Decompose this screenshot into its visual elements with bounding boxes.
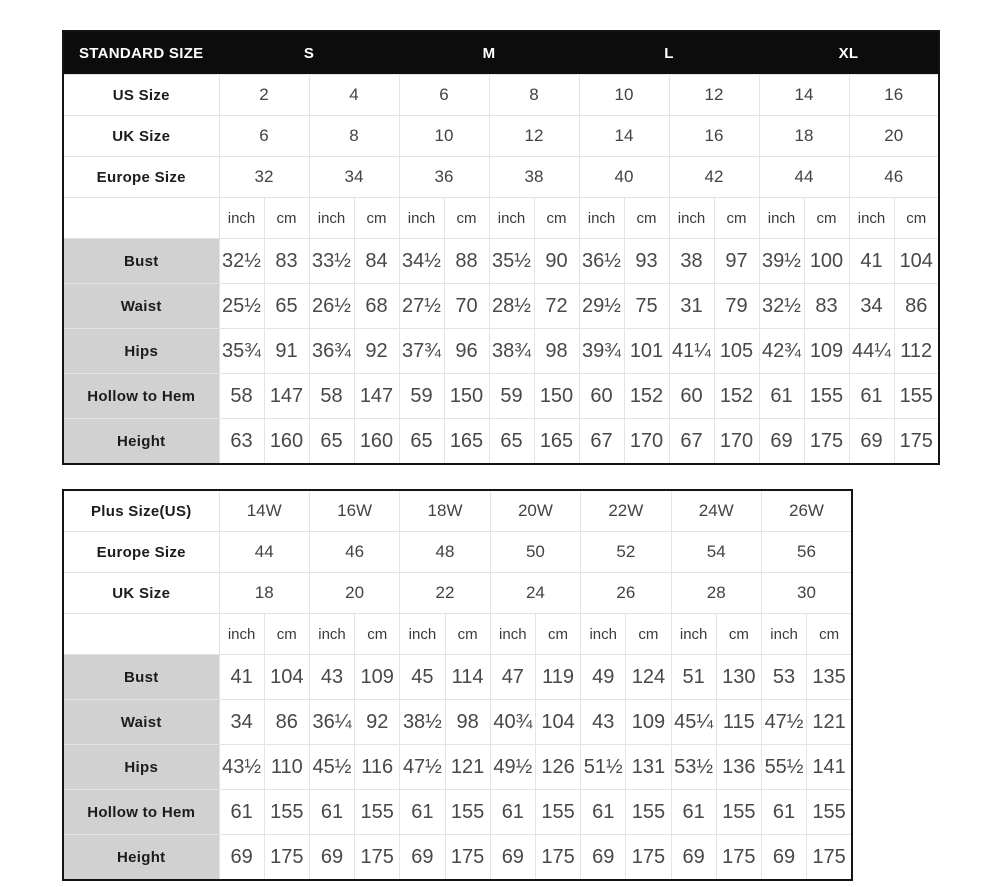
measure-value: 36¾ — [309, 329, 354, 374]
unit-label-cm: cm — [445, 614, 490, 655]
measure-value: 155 — [264, 790, 309, 835]
measure-value: 41 — [849, 239, 894, 284]
unit-label-cm: cm — [714, 198, 759, 239]
measure-value: 121 — [445, 745, 490, 790]
size-value: 24 — [490, 573, 580, 614]
measure-value: 32½ — [219, 239, 264, 284]
measure-value: 92 — [354, 329, 399, 374]
measure-value: 39½ — [759, 239, 804, 284]
size-value: 18 — [759, 116, 849, 157]
measure-value: 98 — [534, 329, 579, 374]
measure-value: 61 — [761, 790, 806, 835]
row-label: Hollow to Hem — [63, 790, 219, 835]
measure-value: 98 — [445, 700, 490, 745]
row-label: Plus Size(US) — [63, 490, 219, 532]
measure-value: 124 — [626, 655, 671, 700]
size-value: 16 — [849, 75, 939, 116]
measure-value: 60 — [669, 374, 714, 419]
measure-value: 119 — [535, 655, 580, 700]
size-value: 18 — [219, 573, 309, 614]
measure-value: 27½ — [399, 284, 444, 329]
measure-row — [63, 374, 939, 419]
size-value: 48 — [400, 532, 490, 573]
measure-value: 47 — [490, 655, 535, 700]
measure-value: 104 — [264, 655, 309, 700]
measure-value: 116 — [355, 745, 400, 790]
measure-value: 40¾ — [490, 700, 535, 745]
unit-label-inch: inch — [400, 614, 445, 655]
measure-value: 175 — [445, 835, 490, 881]
measure-value: 175 — [626, 835, 671, 881]
size-value: 36 — [399, 157, 489, 198]
row-label: Height — [63, 419, 219, 465]
measure-value: 53 — [761, 655, 806, 700]
measure-value: 97 — [714, 239, 759, 284]
measure-value: 69 — [400, 835, 445, 881]
table-title: STANDARD SIZE — [63, 31, 219, 75]
size-value: 44 — [759, 157, 849, 198]
unit-label-cm: cm — [626, 614, 671, 655]
size-value: 14 — [579, 116, 669, 157]
measure-value: 60 — [579, 374, 624, 419]
measure-value: 136 — [716, 745, 761, 790]
unit-label-inch: inch — [581, 614, 626, 655]
measure-value: 34 — [219, 700, 264, 745]
measure-value: 69 — [671, 835, 716, 881]
measure-row — [63, 835, 852, 881]
size-row — [63, 75, 939, 116]
measure-value: 47½ — [761, 700, 806, 745]
measure-value: 58 — [219, 374, 264, 419]
size-value: 52 — [581, 532, 671, 573]
measure-value: 59 — [399, 374, 444, 419]
measure-value: 65 — [309, 419, 354, 465]
measure-value: 101 — [624, 329, 669, 374]
measure-row — [63, 700, 852, 745]
row-label: Europe Size — [63, 532, 219, 573]
measure-value: 61 — [219, 790, 264, 835]
measure-value: 61 — [849, 374, 894, 419]
unit-label-cm: cm — [354, 198, 399, 239]
measure-value: 44¼ — [849, 329, 894, 374]
measure-value: 35¾ — [219, 329, 264, 374]
measure-value: 112 — [894, 329, 939, 374]
measure-value: 61 — [671, 790, 716, 835]
unit-label-cm: cm — [264, 614, 309, 655]
size-value: 12 — [669, 75, 759, 116]
measure-value: 69 — [759, 419, 804, 465]
size-value: 26W — [761, 490, 852, 532]
size-value: 50 — [490, 532, 580, 573]
measure-value: 75 — [624, 284, 669, 329]
measure-value: 67 — [669, 419, 714, 465]
measure-value: 141 — [807, 745, 852, 790]
measure-row — [63, 655, 852, 700]
size-value: 2 — [219, 75, 309, 116]
measure-value: 114 — [445, 655, 490, 700]
measure-value: 51 — [671, 655, 716, 700]
size-value: 20 — [309, 573, 399, 614]
measure-value: 175 — [264, 835, 309, 881]
unit-row — [63, 198, 939, 239]
row-label: Waist — [63, 700, 219, 745]
measure-value: 155 — [716, 790, 761, 835]
measure-value: 34 — [849, 284, 894, 329]
measure-value: 165 — [444, 419, 489, 465]
unit-label-cm: cm — [534, 198, 579, 239]
measure-value: 45 — [400, 655, 445, 700]
measure-value: 109 — [804, 329, 849, 374]
measure-value: 160 — [264, 419, 309, 465]
size-value: 4 — [309, 75, 399, 116]
measure-value: 53½ — [671, 745, 716, 790]
measure-value: 49 — [581, 655, 626, 700]
unit-label-cm: cm — [624, 198, 669, 239]
row-label: Europe Size — [63, 157, 219, 198]
unit-label-inch: inch — [489, 198, 534, 239]
unit-label-inch: inch — [761, 614, 806, 655]
measure-value: 96 — [444, 329, 489, 374]
measure-value: 150 — [534, 374, 579, 419]
measure-value: 155 — [535, 790, 580, 835]
size-value: 34 — [309, 157, 399, 198]
measure-value: 130 — [716, 655, 761, 700]
unit-label-cm: cm — [444, 198, 489, 239]
measure-value: 88 — [444, 239, 489, 284]
unit-label-inch: inch — [309, 614, 354, 655]
size-value: 16 — [669, 116, 759, 157]
size-value: 26 — [581, 573, 671, 614]
size-row — [63, 490, 852, 532]
unit-label-cm: cm — [807, 614, 852, 655]
measure-value: 58 — [309, 374, 354, 419]
size-value: 28 — [671, 573, 761, 614]
measure-value: 155 — [804, 374, 849, 419]
measure-value: 86 — [264, 700, 309, 745]
size-value: 38 — [489, 157, 579, 198]
measure-value: 69 — [309, 835, 354, 881]
measure-value: 36¼ — [309, 700, 354, 745]
measure-value: 55½ — [761, 745, 806, 790]
plus-size-table — [62, 489, 853, 881]
measure-value: 68 — [354, 284, 399, 329]
size-value: 18W — [400, 490, 490, 532]
measure-value: 109 — [626, 700, 671, 745]
measure-value: 38 — [669, 239, 714, 284]
measure-value: 105 — [714, 329, 759, 374]
measure-value: 51½ — [581, 745, 626, 790]
measure-value: 65 — [264, 284, 309, 329]
size-value: 10 — [579, 75, 669, 116]
row-label: UK Size — [63, 573, 219, 614]
row-label: Waist — [63, 284, 219, 329]
measure-value: 28½ — [489, 284, 534, 329]
measure-value: 147 — [354, 374, 399, 419]
size-value: 22 — [400, 573, 490, 614]
measure-row — [63, 329, 939, 374]
row-label: Hollow to Hem — [63, 374, 219, 419]
measure-value: 61 — [400, 790, 445, 835]
row-label: Height — [63, 835, 219, 881]
measure-value: 32½ — [759, 284, 804, 329]
measure-value: 41 — [219, 655, 264, 700]
row-label: Hips — [63, 745, 219, 790]
measure-value: 104 — [894, 239, 939, 284]
unit-label-cm: cm — [716, 614, 761, 655]
size-value: 54 — [671, 532, 761, 573]
size-value: 42 — [669, 157, 759, 198]
measure-value: 59 — [489, 374, 534, 419]
measure-value: 170 — [714, 419, 759, 465]
measure-value: 26½ — [309, 284, 354, 329]
measure-value: 25½ — [219, 284, 264, 329]
size-value: 56 — [761, 532, 852, 573]
size-row — [63, 532, 852, 573]
measure-value: 41¼ — [669, 329, 714, 374]
unit-label-inch: inch — [490, 614, 535, 655]
measure-value: 47½ — [400, 745, 445, 790]
measure-value: 34½ — [399, 239, 444, 284]
unit-label-inch: inch — [671, 614, 716, 655]
size-value: 10 — [399, 116, 489, 157]
size-row — [63, 116, 939, 157]
measure-row — [63, 790, 852, 835]
measure-value: 72 — [534, 284, 579, 329]
measure-value: 86 — [894, 284, 939, 329]
measure-value: 155 — [355, 790, 400, 835]
size-row — [63, 157, 939, 198]
measure-value: 155 — [807, 790, 852, 835]
size-value: 24W — [671, 490, 761, 532]
size-group-label: M — [399, 31, 579, 75]
row-label: UK Size — [63, 116, 219, 157]
size-value: 20W — [490, 490, 580, 532]
measure-value: 43 — [581, 700, 626, 745]
measure-value: 152 — [624, 374, 669, 419]
measure-value: 42¾ — [759, 329, 804, 374]
unit-label-inch: inch — [219, 198, 264, 239]
measure-value: 175 — [535, 835, 580, 881]
size-value: 12 — [489, 116, 579, 157]
measure-value: 67 — [579, 419, 624, 465]
measure-value: 49½ — [490, 745, 535, 790]
measure-value: 155 — [626, 790, 671, 835]
standard-size-table — [62, 30, 940, 465]
measure-value: 39¾ — [579, 329, 624, 374]
size-value: 14 — [759, 75, 849, 116]
size-value: 40 — [579, 157, 669, 198]
row-label: Bust — [63, 655, 219, 700]
size-value: 30 — [761, 573, 852, 614]
size-value: 44 — [219, 532, 309, 573]
measure-value: 70 — [444, 284, 489, 329]
measure-value: 69 — [761, 835, 806, 881]
measure-value: 131 — [626, 745, 671, 790]
unit-label-cm: cm — [894, 198, 939, 239]
size-value: 20 — [849, 116, 939, 157]
measure-value: 45¼ — [671, 700, 716, 745]
measure-value: 29½ — [579, 284, 624, 329]
measure-value: 61 — [309, 790, 354, 835]
measure-value: 79 — [714, 284, 759, 329]
size-value: 32 — [219, 157, 309, 198]
measure-value: 90 — [534, 239, 579, 284]
size-row — [63, 573, 852, 614]
unit-label-inch: inch — [309, 198, 354, 239]
measure-value: 65 — [489, 419, 534, 465]
measure-row — [63, 284, 939, 329]
unit-label-cm: cm — [264, 198, 309, 239]
measure-value: 160 — [354, 419, 399, 465]
size-value: 22W — [581, 490, 671, 532]
measure-value: 93 — [624, 239, 669, 284]
measure-value: 152 — [714, 374, 759, 419]
measure-value: 84 — [354, 239, 399, 284]
row-label: Hips — [63, 329, 219, 374]
measure-value: 155 — [894, 374, 939, 419]
measure-value: 61 — [581, 790, 626, 835]
measure-row — [63, 239, 939, 284]
measure-value: 43½ — [219, 745, 264, 790]
measure-value: 100 — [804, 239, 849, 284]
measure-value: 61 — [490, 790, 535, 835]
measure-value: 91 — [264, 329, 309, 374]
measure-value: 109 — [355, 655, 400, 700]
measure-value: 175 — [804, 419, 849, 465]
measure-value: 83 — [264, 239, 309, 284]
measure-value: 69 — [849, 419, 894, 465]
measure-value: 31 — [669, 284, 714, 329]
empty-corner-cell — [63, 614, 219, 655]
measure-value: 147 — [264, 374, 309, 419]
measure-value: 69 — [490, 835, 535, 881]
measure-value: 37¾ — [399, 329, 444, 374]
measure-value: 165 — [534, 419, 579, 465]
unit-label-inch: inch — [849, 198, 894, 239]
row-label: Bust — [63, 239, 219, 284]
measure-value: 38½ — [400, 700, 445, 745]
size-group-label: XL — [759, 31, 939, 75]
measure-value: 69 — [581, 835, 626, 881]
empty-corner-cell — [63, 198, 219, 239]
measure-value: 110 — [264, 745, 309, 790]
size-value: 8 — [489, 75, 579, 116]
table-header-row — [63, 31, 939, 75]
measure-value: 175 — [355, 835, 400, 881]
unit-label-inch: inch — [669, 198, 714, 239]
measure-value: 175 — [716, 835, 761, 881]
unit-label-inch: inch — [759, 198, 804, 239]
measure-value: 135 — [807, 655, 852, 700]
measure-value: 83 — [804, 284, 849, 329]
measure-value: 63 — [219, 419, 264, 465]
measure-value: 115 — [716, 700, 761, 745]
size-value: 16W — [309, 490, 399, 532]
size-value: 6 — [219, 116, 309, 157]
size-value: 14W — [219, 490, 309, 532]
unit-row — [63, 614, 852, 655]
unit-label-cm: cm — [355, 614, 400, 655]
size-value: 8 — [309, 116, 399, 157]
measure-row — [63, 745, 852, 790]
row-label: US Size — [63, 75, 219, 116]
measure-value: 155 — [445, 790, 490, 835]
unit-label-inch: inch — [219, 614, 264, 655]
measure-value: 170 — [624, 419, 669, 465]
size-group-label: S — [219, 31, 399, 75]
measure-value: 175 — [807, 835, 852, 881]
measure-row — [63, 419, 939, 465]
measure-value: 35½ — [489, 239, 534, 284]
unit-label-cm: cm — [804, 198, 849, 239]
measure-value: 92 — [355, 700, 400, 745]
measure-value: 45½ — [309, 745, 354, 790]
measure-value: 69 — [219, 835, 264, 881]
measure-value: 150 — [444, 374, 489, 419]
unit-label-inch: inch — [399, 198, 444, 239]
size-group-label: L — [579, 31, 759, 75]
size-value: 6 — [399, 75, 489, 116]
measure-value: 121 — [807, 700, 852, 745]
measure-value: 36½ — [579, 239, 624, 284]
unit-label-cm: cm — [535, 614, 580, 655]
measure-value: 104 — [535, 700, 580, 745]
measure-value: 43 — [309, 655, 354, 700]
unit-label-inch: inch — [579, 198, 624, 239]
measure-value: 126 — [535, 745, 580, 790]
measure-value: 38¾ — [489, 329, 534, 374]
measure-value: 33½ — [309, 239, 354, 284]
size-value: 46 — [849, 157, 939, 198]
size-value: 46 — [309, 532, 399, 573]
measure-value: 61 — [759, 374, 804, 419]
measure-value: 175 — [894, 419, 939, 465]
measure-value: 65 — [399, 419, 444, 465]
